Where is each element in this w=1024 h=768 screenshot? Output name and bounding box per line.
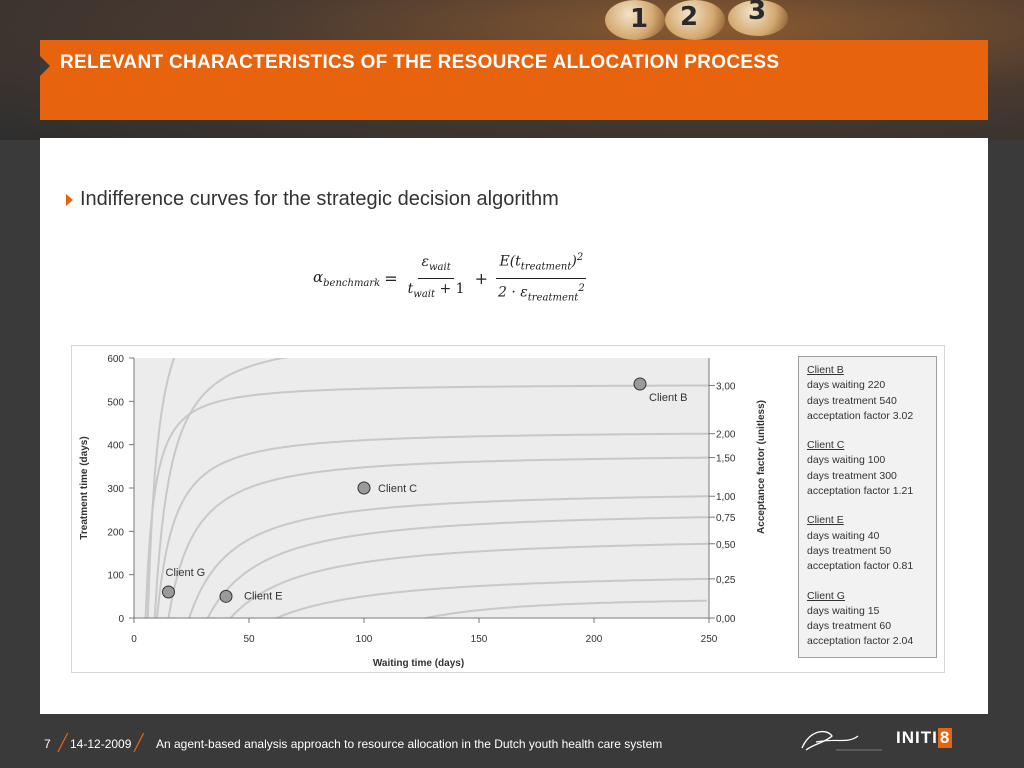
legend-entry [807,363,928,424]
legend-entry-line: days waiting 100 [807,454,886,467]
formula-lhs: $\alpha_{benchmark}$ [313,267,381,289]
dial-digit-1: 1 [630,4,649,34]
client-point [634,378,646,390]
footer-separator-icon: ╱ [58,735,68,752]
x-tick-label: 100 [355,634,373,645]
legend-entry-line: acceptation factor 0.81 [807,560,914,573]
legend-entry-line: acceptation factor 3.02 [807,409,914,422]
x-tick-label: 0 [131,634,137,645]
erasmus-logo-icon [796,722,886,756]
formula-equals: = [384,268,398,288]
y-tick-label: 100 [107,570,124,582]
x-tick-label: 50 [243,634,255,645]
y-axis-title: Treatment time (days) [79,436,90,540]
client-point-label: Client C [378,483,418,495]
formula-fraction-wait: $\frac{\varepsilon_{wait}}{t_{wait} + 1}$ [407,253,465,300]
dial-digit-2: 2 [680,2,699,32]
acceptance-level-label: 0,50 [716,539,736,551]
acceptance-level-label: 0,25 [716,574,736,586]
slide-title: RELEVANT CHARACTERISTICS OF THE RESOURCE ALLOCATION PROCESS [60,52,780,73]
client-legend-box [798,356,937,658]
acceptance-level-label: 0,00 [716,614,736,625]
legend-entry-title: Client E [807,514,844,527]
dial-digit-3: 3 [748,0,767,26]
formula-plus: + [474,268,488,288]
x-axis-title: Waiting time (days) [372,658,465,669]
legend-entry [807,513,928,574]
x-tick-label: 200 [585,634,603,645]
legend-entry-line: days treatment 540 [807,394,897,407]
x-tick-label: 150 [470,634,488,645]
initi8-logo: INITI 8 [896,728,951,747]
y-tick-label: 600 [107,354,124,365]
client-point [220,590,232,602]
legend-entry-line: days waiting 220 [807,379,886,392]
legend-entry [807,589,928,650]
y2-axis-title: Acceptance factor (unitless) [756,400,767,534]
acceptance-level-label: 2,00 [716,429,736,441]
legend-entry-line: days waiting 40 [807,529,880,542]
legend-entry-line: days treatment 50 [807,544,892,557]
acceptance-level-label: 1,00 [716,492,736,504]
footer-separator-icon: ╱ [134,735,144,752]
y-tick-label: 500 [107,397,124,409]
legend-entry-title: Client C [807,439,845,452]
client-point-label: Client E [244,590,283,603]
acceptance-level-label: 1,50 [716,453,736,465]
legend-entry-title: Client G [807,589,845,602]
plot-area [134,358,709,618]
footer-date: 14-12-2009 [70,737,132,751]
legend-entry-line: days waiting 15 [807,604,880,617]
legend-entry-line: acceptation factor 1.21 [807,485,914,498]
y-tick-label: 200 [107,527,124,539]
page-number: 7 [44,737,51,751]
legend-entry [807,438,928,499]
client-point-label: Client G [165,567,206,579]
client-point-label: Client B [649,392,688,404]
formula-fraction-treatment: $\frac{E(t_{treatment})^2}{2 \cdot \varepsilon_{treatment}^2}$ [495,248,588,308]
bullet-text: Indifference curves for the strategic decision algorithm [80,188,559,210]
footer-description: An agent-based analysis approach to resource allocation in the Dutch youth health care system [156,737,663,751]
client-point [358,482,370,494]
client-point [163,586,175,598]
y-tick-label: 300 [107,484,124,495]
legend-entry-line: days treatment 300 [807,469,897,482]
legend-entry-line: acceptation factor 2.04 [807,635,914,648]
y-tick-label: 400 [107,440,124,452]
acceptance-level-label: 3,00 [716,381,736,393]
legend-entry-line: days treatment 60 [807,620,892,633]
legend-entry-title: Client B [807,364,844,376]
y-tick-label: 0 [118,614,124,625]
x-tick-label: 250 [700,634,718,645]
acceptance-level-label: 0,75 [716,513,736,525]
